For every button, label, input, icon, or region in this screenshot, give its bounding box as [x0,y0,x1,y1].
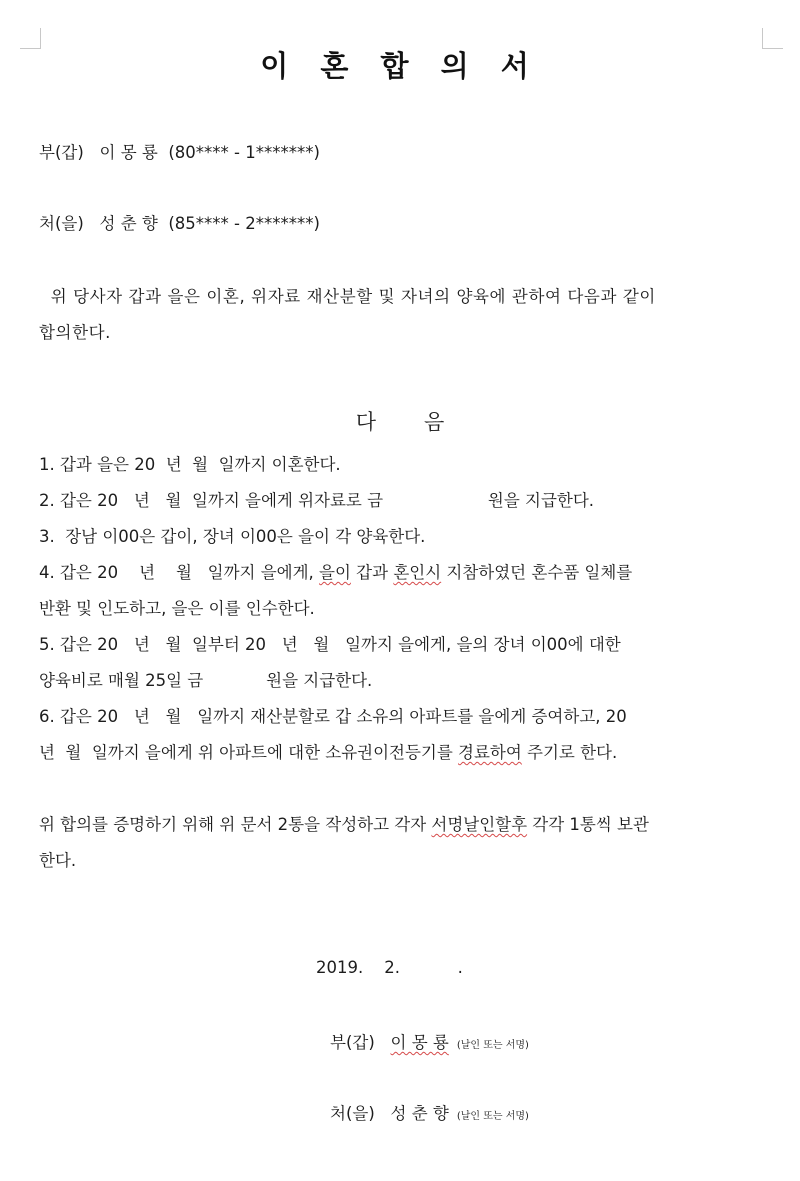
signature-husband [330,1029,529,1053]
signature-wife-name: 성 춘 향 [390,1104,449,1123]
agreement-item-6-line-1: 6. 갑은 20 년 월 일까지 재산분할로 갑 소유의 아파트를 을에게 증여하고, 20 [39,707,627,726]
agreement-item-2: 2. 갑은 20 년 월 일까지 을에게 위자료로 금 원을 지급한다. [39,491,595,510]
intro-line-2: 합의한다. [39,323,112,342]
party-husband-role: 부(갑) [39,143,84,162]
signature-wife-note: (날인 또는 서명) [456,1111,529,1122]
party-wife-id: (85**** - 2*******) [168,214,320,233]
party-wife-line [39,214,320,234]
agreement-item-5-line-2: 양육비로 매월 25일 금 원을 지급한다. [39,671,373,690]
party-husband-name: 이 몽 룡 [99,143,158,162]
spellcheck-word: 경료하여 [458,743,522,762]
party-wife-name: 성 춘 향 [99,214,158,233]
signing-date: 2019. 2. . [316,958,463,977]
section-heading [0,406,800,436]
agreement-item-1: 1. 갑과 을은 20 년 월 일까지 이혼한다. [39,455,341,474]
heading-left-char: 다 [355,410,376,434]
signature-wife [330,1100,529,1124]
intro-line-1: 위 당사자 갑과 을은 이혼, 위자료 재산분할 및 자녀의 양육에 관하여 다음과 같이 [39,287,656,306]
signature-husband-note: (날인 또는 서명) [456,1040,529,1051]
agreement-item-3: 3. 장남 이00은 갑이, 장녀 이00은 을이 각 양육한다. [39,527,426,546]
document-title: 이 혼 합 의 서 [260,49,540,83]
signature-wife-role: 처(을) [330,1104,375,1123]
party-husband-id: (80**** - 1*******) [168,143,320,162]
agreement-item-5-line-1: 5. 갑은 20 년 월 일부터 20 년 월 일까지 을에게, 을의 장녀 이00에 대한 [39,635,621,654]
agreement-item-4-line-2: 반환 및 인도하고, 을은 이를 인수한다. [39,599,315,618]
heading-right-char: 음 [424,410,445,434]
spellcheck-word: 혼인시 [393,563,442,582]
spellcheck-word: 서명날인할후 [431,815,528,834]
agreement-item-4-line-1: 4. 갑은 20 년 월 일까지 을에게, 을이 갑과 혼인시 지참하였던 혼수품 일체를 [39,563,633,582]
signature-husband-name: 이 몽 룡 [390,1033,449,1052]
agreement-item-6-line-2: 년 월 일까지 을에게 위 아파트에 대한 소유권이전등기를 경료하여 주기로 한다. [39,743,618,762]
spellcheck-word: 을이 [319,563,351,582]
closing-line-1: 위 합의를 증명하기 위해 위 문서 2통을 작성하고 각자 서명날인할후 각각 1통씩 보관 [39,815,649,834]
closing-line-2: 한다. [39,851,77,870]
party-wife-role: 처(을) [39,214,84,233]
signature-husband-role: 부(갑) [330,1033,375,1052]
party-husband-line [39,143,320,163]
